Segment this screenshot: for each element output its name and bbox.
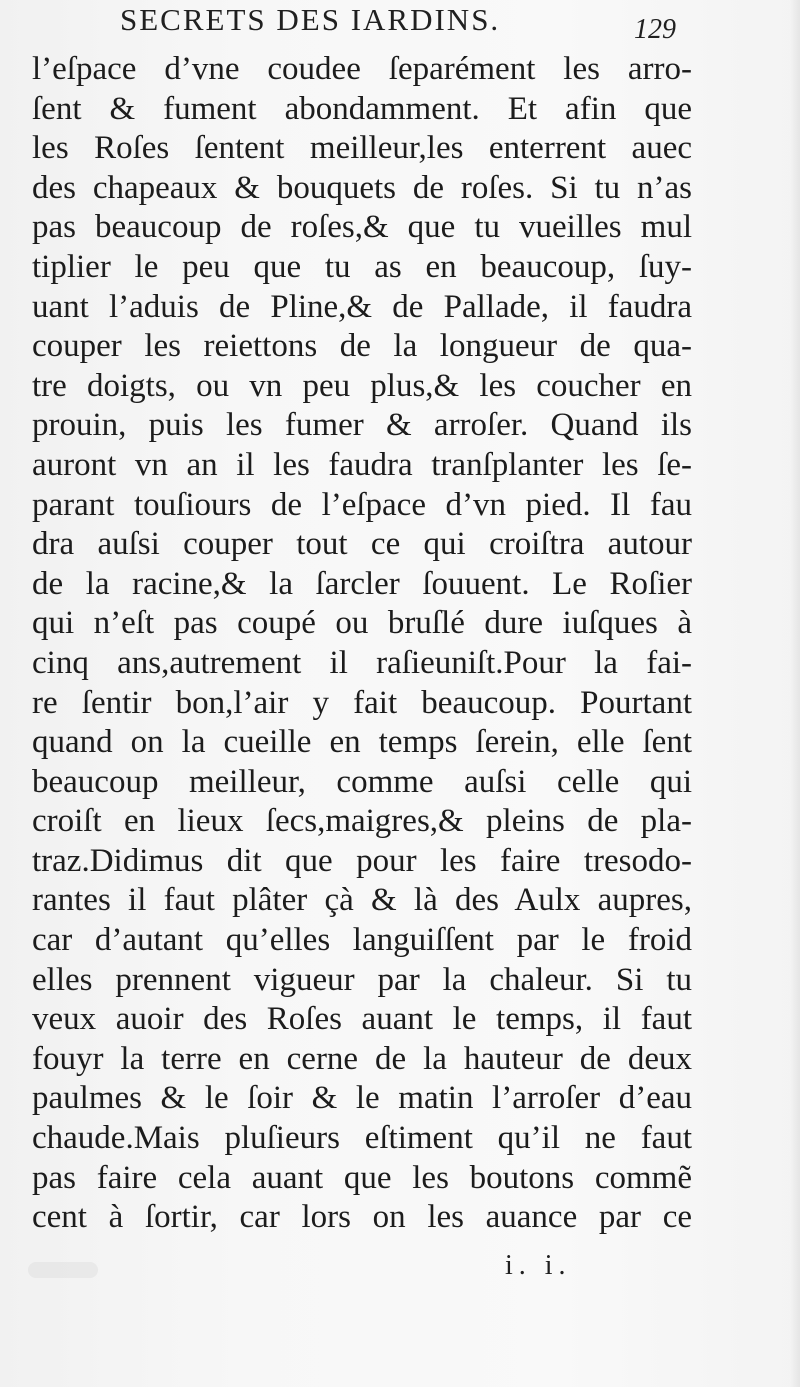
text-line: l’eſpace d’vne coudee ſeparément les arro- xyxy=(32,51,692,87)
text-line: cent à ſortir, car lors on les auance par ce xyxy=(32,1199,692,1236)
text-line: cinq ans,autrement il raſieuniſt.Pour la fai- xyxy=(32,644,692,681)
text-line: car d’autant qu’elles languiſſent par le froid xyxy=(32,922,692,959)
running-title: SECRETS DES IARDINS. xyxy=(120,2,501,37)
text-line: qui n’eſt pas coupé ou bruſlé dure iuſques à xyxy=(32,605,692,642)
text-line: chaude.Mais pluſieurs eſtiment qu’il ne faut xyxy=(32,1120,692,1157)
page-number: 129 xyxy=(634,14,676,45)
page-edge-shadow xyxy=(790,0,800,1387)
text-line: re ſentir bon,l’air y fait beaucoup. Pourtant xyxy=(32,684,692,721)
text-line: uant l’aduis de Pline,& de Pallade, il faudra xyxy=(32,288,692,325)
body-text xyxy=(32,50,692,1238)
text-line: fouyr la terre en cerne de la hauteur de deux xyxy=(32,1040,692,1077)
text-line: prouin, puis les fumer & arroſer. Quand ils xyxy=(32,407,692,444)
text-line: elles prennent vigueur par la chaleur. Si tu xyxy=(32,961,692,998)
text-line: quand on la cueille en temps ſerein, elle ſent xyxy=(32,724,692,761)
text-line: ſent & fument abondamment. Et afin que xyxy=(32,90,692,127)
text-line: beaucoup meilleur, comme auſsi celle qui xyxy=(32,763,692,800)
text-line: auront vn an il les faudra tranſplanter les ſe- xyxy=(32,446,692,483)
text-line: paulmes & le ſoir & le matin l’arroſer d’eau xyxy=(32,1080,692,1117)
text-line: des chapeaux & bouquets de roſes. Si tu n’as xyxy=(32,169,692,206)
text-line: tre doigts, ou vn peu plus,& les coucher en xyxy=(32,367,692,404)
running-head xyxy=(0,0,800,48)
signature-mark: i. i. xyxy=(505,1250,572,1281)
text-line: de la racine,& la ſarcler ſouuent. Le Roſier xyxy=(32,565,692,602)
text-line: veux auoir des Roſes auant le temps, il faut xyxy=(32,1001,692,1038)
text-line: les Roſes ſentent meilleur,les enterrent auec xyxy=(32,130,692,167)
text-line: couper les reiettons de la longueur de qua- xyxy=(32,328,692,365)
text-line: traz.Didimus dit que pour les faire tresodo- xyxy=(32,842,692,879)
ink-smudge xyxy=(28,1262,98,1278)
text-line: pas faire cela auant que les boutons commẽ xyxy=(32,1159,692,1196)
text-line: parant touſiours de l’eſpace d’vn pied. Il fau xyxy=(32,486,692,523)
text-line: dra auſsi couper tout ce qui croiſtra autour xyxy=(32,526,692,563)
text-line: croiſt en lieux ſecs,maigres,& pleins de pla- xyxy=(32,803,692,840)
text-line: pas beaucoup de roſes,& que tu vueilles mul xyxy=(32,209,692,246)
text-line: tiplier le peu que tu as en beaucoup, ſuy- xyxy=(32,248,692,285)
text-line: rantes il faut plâter çà & là des Aulx aupres, xyxy=(32,882,692,919)
